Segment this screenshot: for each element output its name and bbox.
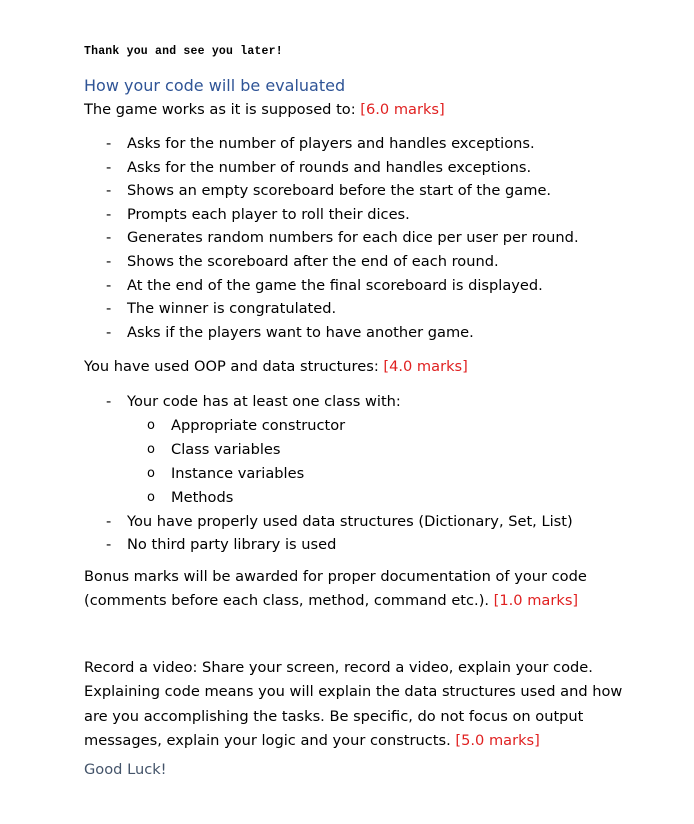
console-output-line: Thank you and see you later! [84, 45, 283, 58]
sub-list-item-text: Instance variables [171, 464, 305, 482]
paragraph-line-with-marks [84, 729, 622, 753]
oop-requirements-list [84, 390, 573, 557]
dash-bullet: - [106, 182, 112, 200]
dash-bullet: - [106, 536, 112, 554]
list-item [84, 179, 579, 203]
list-item-text: Asks if the players want to have another game. [127, 323, 474, 341]
paragraph-line: Bonus marks will be awarded for proper documentation of your code [84, 568, 587, 585]
list-item [84, 203, 579, 227]
criterion-text: The game works as it is supposed to: [84, 101, 361, 118]
dash-bullet: - [106, 276, 112, 294]
dash-bullet: - [106, 158, 112, 176]
list-item [84, 274, 579, 298]
list-item-text: Asks for the number of rounds and handles exceptions. [127, 158, 532, 176]
dash-bullet: - [106, 300, 112, 318]
paragraph-line: (comments before each class, method, command etc.). [84, 592, 494, 610]
list-item [84, 132, 579, 156]
dash-bullet: - [106, 393, 112, 410]
dash-bullet: - [106, 323, 112, 341]
list-item-text: Shows an empty scoreboard before the start of the game. [127, 182, 552, 200]
marks-label: [6.0 marks] [360, 101, 445, 118]
paragraph-line: messages, explain your logic and your constructs. [84, 731, 456, 749]
sub-list-item-text: Appropriate constructor [171, 416, 346, 434]
sub-list-item-text: Methods [171, 488, 234, 506]
sub-list-item [84, 438, 573, 462]
marks-label: [1.0 marks] [493, 592, 579, 610]
list-item [84, 321, 579, 345]
paragraph-line-with-marks [84, 589, 587, 613]
list-item-text: Shows the scoreboard after the end of each round. [127, 252, 499, 270]
list-item [84, 533, 573, 557]
marks-label: [4.0 marks] [383, 358, 468, 375]
list-item [84, 510, 573, 534]
marks-label: [5.0 marks] [455, 731, 540, 749]
class-features-list [84, 414, 573, 510]
sub-list-container [84, 414, 573, 510]
list-item-text: Prompts each player to roll their dices. [127, 205, 410, 223]
dash-bullet: - [106, 135, 112, 152]
list-item-text: Generates random numbers for each dice per user per round. [127, 229, 579, 247]
dash-bullet: - [106, 205, 112, 223]
sub-list-item [84, 462, 573, 486]
list-item-text: You have properly used data structures (Dictionary, Set, List) [127, 512, 573, 530]
list-item-text: Asks for the number of players and handles exceptions. [127, 135, 535, 152]
paragraph-line: Explaining code means you will explain the data structures used and how [84, 683, 623, 701]
circle-bullet: o [147, 489, 155, 505]
bonus-paragraph [84, 565, 587, 614]
sub-list-item-text: Class variables [171, 440, 281, 458]
circle-bullet: o [147, 465, 155, 481]
section-heading: How your code will be evaluated [84, 76, 346, 95]
list-item-text: The winner is congratulated. [127, 300, 337, 318]
list-item-text: No third party library is used [127, 536, 337, 554]
sub-list-item [84, 414, 573, 438]
oop-criterion [84, 355, 468, 379]
circle-bullet: o [147, 417, 155, 433]
video-paragraph [84, 656, 622, 753]
dash-bullet: - [106, 229, 112, 247]
game-requirements-list [84, 132, 579, 344]
dash-bullet: - [106, 252, 112, 270]
game-works-criterion [84, 98, 445, 122]
criterion-text: You have used OOP and data structures: [84, 358, 384, 375]
circle-bullet: o [147, 441, 155, 457]
list-item [84, 250, 579, 274]
list-item-text: Your code has at least one class with: [127, 393, 401, 410]
list-item [84, 390, 573, 414]
list-item [84, 156, 579, 180]
closing-text: Good Luck! [84, 761, 167, 778]
list-item [84, 297, 579, 321]
paragraph-line: are you accomplishing the tasks. Be specific, do not focus on output [84, 707, 584, 725]
paragraph-line: Record a video: Share your screen, record a video, explain your code. [84, 659, 593, 676]
list-item-text: At the end of the game the final scoreboard is displayed. [127, 276, 543, 294]
list-item [84, 226, 579, 250]
sub-list-item [84, 486, 573, 510]
dash-bullet: - [106, 512, 112, 530]
